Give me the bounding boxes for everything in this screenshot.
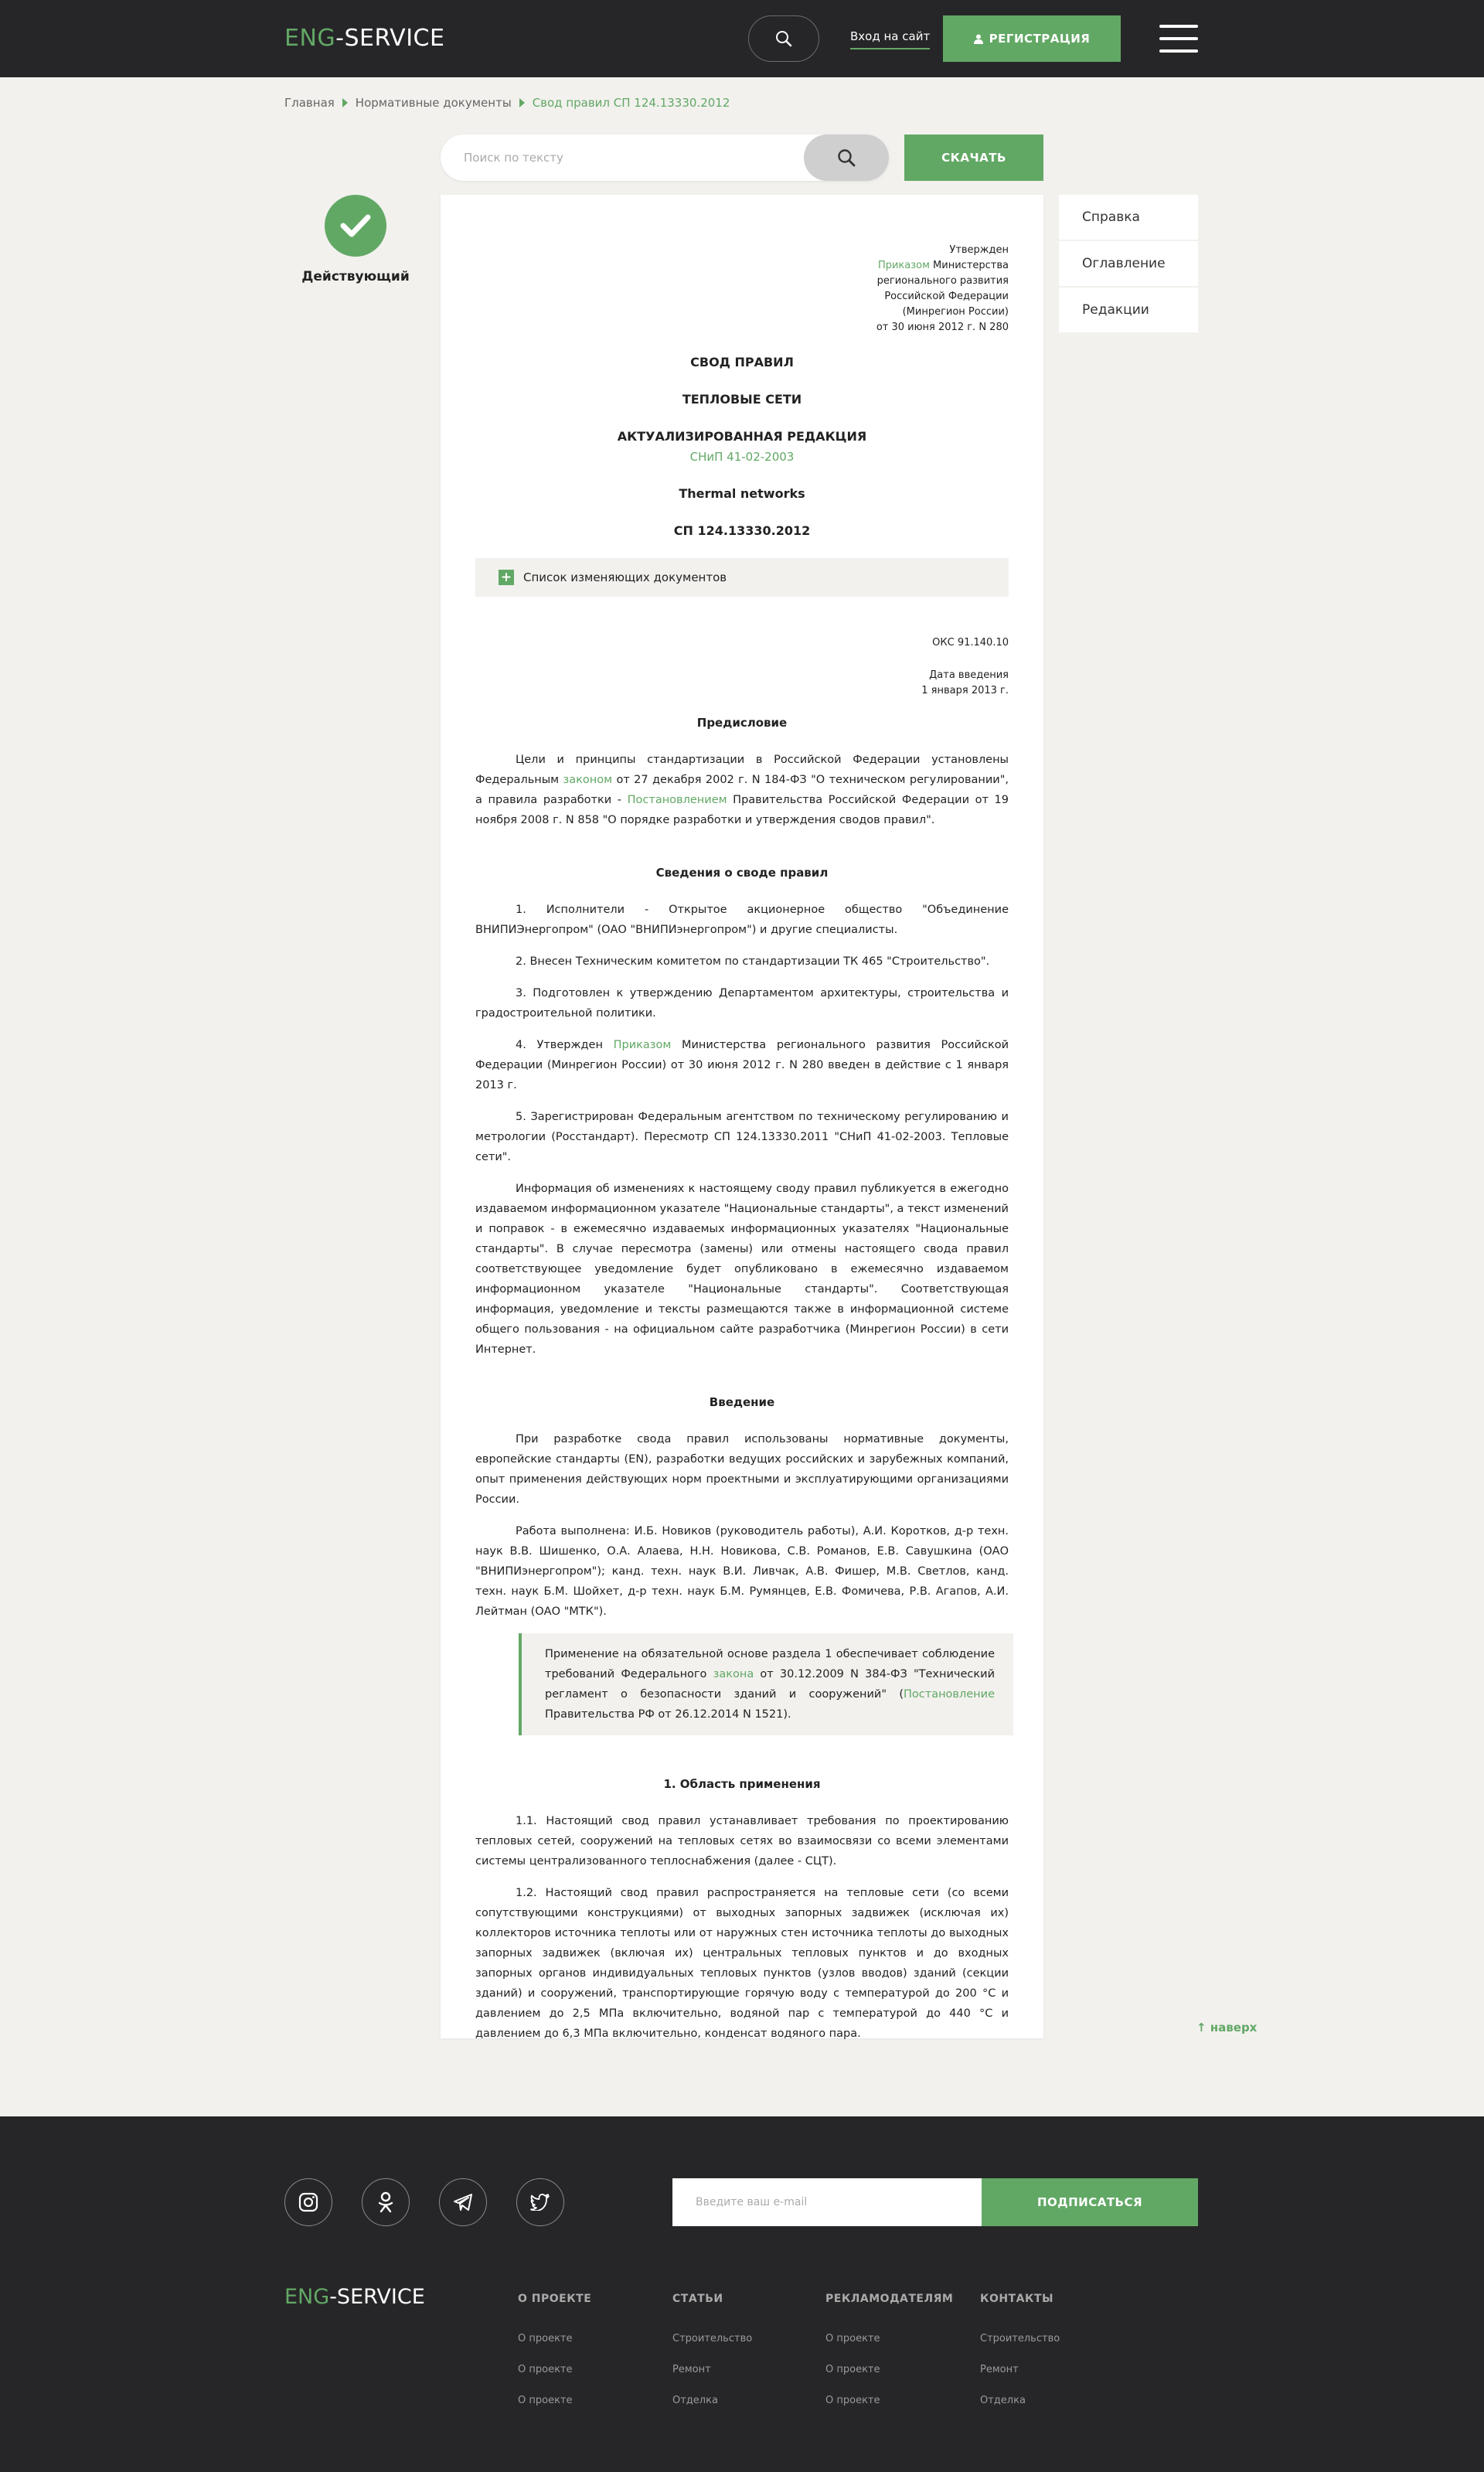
footer-link[interactable]: О проекте — [825, 2333, 880, 2344]
header-search-button[interactable] — [748, 15, 819, 62]
info-paragraph: 3. Подготовлен к утверждению Департаментом архитектуры, строительства и градостроительной политики. — [475, 987, 1009, 1020]
changing-documents-toggle[interactable]: + Список изменяющих документов — [475, 558, 1009, 597]
footer-link[interactable]: Ремонт — [980, 2364, 1019, 2375]
breadcrumb-arrow-icon — [342, 98, 348, 107]
section-scope-title: 1. Область применения — [663, 1777, 821, 1791]
snip-link[interactable]: СНиП 41-02-2003 — [689, 450, 795, 464]
footer-link[interactable]: О проекте — [825, 2364, 880, 2375]
status-label: Действующий — [301, 269, 410, 284]
document-search — [441, 134, 889, 181]
oks-code: ОКС 91.140.10 — [932, 637, 1009, 649]
twitter-icon[interactable] — [516, 2178, 564, 2226]
resolution-link[interactable]: Постановление — [904, 1688, 995, 1701]
intro-date-label: Дата введения — [929, 669, 1009, 681]
footer-column-contacts: КОНТАКТЫ Строительство Ремонт Отделка — [980, 2293, 1127, 2426]
footer-link[interactable]: Строительство — [672, 2333, 753, 2344]
user-icon — [974, 34, 983, 44]
doc-code: СП 124.13330.2012 — [673, 523, 811, 538]
search-icon — [837, 148, 856, 167]
telegram-icon[interactable] — [439, 2178, 487, 2226]
intro-paragraph: При разработке свода правил использованы нормативные документы, европейские стандарты (EN), разработки ведущих российских и зарубежных компаний, опыт применения действующих норм проектными и эксплуатирующими организациями России. — [475, 1433, 1009, 1506]
document-body — [441, 195, 1043, 2038]
document-search-button[interactable] — [804, 134, 889, 181]
info-paragraph: Информация об изменениях к настоящему своду правил публикуется в ежегодно издаваемом информационном указателе "Национальные стандарты", а текст изменений и поправок - в ежемесячно издаваемых информационных указателях "Национальные стандарты". В случае пересмотра (замены) или отмены настоящего свода правил соответствующее уведомление будет опубликовано в ежемесячно издаваемом информационном указателе "Национальные стандарты". Соответствующая информация, уведомление и тексты размещаются также в информационной системе общего пользования - на официальном сайте разработчика (Минрегион России) в сети Интернет. — [475, 1183, 1009, 1356]
check-icon — [340, 213, 371, 238]
login-link[interactable]: Вход на сайт — [850, 29, 930, 49]
order-link[interactable]: Приказом — [613, 1039, 672, 1051]
breadcrumb-arrow-icon — [519, 98, 525, 107]
info-paragraph: 5. Зарегистрирован Федеральным агентством по техническому регулированию и метрологии (Росстандарт). Пересмотр СП 124.13330.2011 "СНиП 41-02-2003. Тепловые сети". — [475, 1111, 1009, 1163]
law-link[interactable]: закона — [713, 1668, 754, 1680]
breadcrumb — [284, 96, 730, 110]
side-nav-reference[interactable]: Справка — [1059, 195, 1198, 240]
doc-title-code-of-rules: СВОД ПРАВИЛ — [690, 355, 794, 369]
doc-title-heat-networks: ТЕПЛОВЫЕ СЕТИ — [682, 392, 802, 407]
section-introduction-title: Введение — [709, 1395, 775, 1409]
info-paragraph: 1. Исполнители - Открытое акционерное общество "Объединение ВНИПИЭнергопром" (ОАО "ВНИПИэнергопром") и другие специалисты. — [475, 904, 1009, 936]
footer-link[interactable]: Ремонт — [672, 2364, 711, 2375]
footer-column-articles: СТАТЬИ Строительство Ремонт Отделка — [672, 2293, 819, 2426]
site-footer — [0, 2116, 1484, 2472]
site-logo[interactable]: ENG-SERVICE — [284, 25, 445, 52]
document-side-nav — [1059, 195, 1198, 334]
intro-date: 1 января 2013 г. — [921, 685, 1009, 696]
side-nav-contents[interactable]: Оглавление — [1059, 241, 1198, 286]
footer-link[interactable]: О проекте — [518, 2395, 573, 2406]
section-info-title: Сведения о своде правил — [655, 866, 829, 880]
download-button[interactable]: СКАЧАТЬ — [904, 134, 1043, 181]
approval-block: Утвержден Приказом Министерства регионального развития Российской Федерации (Минрегион России) от 30 июня 2012 г. N 280 — [876, 244, 1009, 333]
side-nav-editions[interactable]: Редакции — [1059, 288, 1198, 332]
info-paragraph: 4. Утвержден Приказом Министерства регионального развития Российской Федерации (Минрегион России) от 30 июня 2012 г. N 280 введен в действие с 1 января 2013 г. — [475, 1039, 1009, 1091]
plus-icon: + — [499, 570, 514, 585]
instagram-icon[interactable] — [284, 2178, 332, 2226]
law-link[interactable]: законом — [563, 774, 613, 786]
breadcrumb-normative-docs[interactable]: Нормативные документы — [355, 96, 512, 110]
footer-link[interactable]: Отделка — [980, 2395, 1026, 2406]
doc-title-updated-edition: АКТУАЛИЗИРОВАННАЯ РЕДАКЦИЯ — [617, 429, 867, 444]
footer-link[interactable]: Строительство — [980, 2333, 1060, 2344]
footer-column-advertisers: РЕКЛАМОДАТЕЛЯМ О проекте О проекте О проекте — [825, 2293, 972, 2426]
footer-link[interactable]: О проекте — [518, 2333, 573, 2344]
menu-icon[interactable] — [1159, 25, 1198, 53]
site-header — [0, 0, 1484, 77]
document-search-input[interactable] — [441, 134, 804, 181]
doc-title-english: Thermal networks — [679, 486, 805, 501]
mandatory-note: Применение на обязательной основе раздела 1 обеспечивает соблюдение требований Федерального закона от 30.12.2009 N 384-ФЗ "Технический регламент о безопасности зданий и сооружений" (Постановление Правительства РФ от 26.12.2014 N 1521). — [519, 1633, 1013, 1735]
footer-link[interactable]: О проекте — [518, 2364, 573, 2375]
newsletter-form — [672, 2178, 982, 2226]
footer-link[interactable]: Отделка — [672, 2395, 718, 2406]
email-input[interactable] — [672, 2178, 982, 2226]
register-button[interactable]: РЕГИСТРАЦИЯ — [943, 15, 1121, 62]
footer-link[interactable]: О проекте — [825, 2395, 880, 2406]
scope-paragraph: 1.2. Настоящий свод правил распространяется на тепловые сети (со всеми сопутствующими конструкциями) от выходных запорных задвижек (исключая их) коллекторов источника теплоты или от наружных стен источника теплоты до выходных запорных задвижек (включая их) центральных тепловых пунктов и до входных запорных органов индивидуальных тепловых пунктов (узлов вводов) зданий (секции зданий) и сооружений, транспортирующие горячую воду с температурой до 200 °С и давлением до 2,5 МПа включительно, водяной пар с температурой до 440 °С и давлением до 6,3 МПа включительно, конденсат водяного пара. — [475, 1887, 1009, 2040]
subscribe-button[interactable]: ПОДПИСАТЬСЯ — [982, 2178, 1198, 2226]
breadcrumb-current: Свод правил СП 124.13330.2012 — [532, 96, 730, 110]
footer-logo[interactable]: ENG-SERVICE — [284, 2285, 425, 2309]
footer-column-about: О ПРОЕКТЕ О проекте О проекте О проекте — [518, 2293, 665, 2426]
info-paragraph: 2. Внесен Техническим комитетом по стандартизации ТК 465 "Строительство". — [516, 955, 990, 968]
intro-paragraph: Работа выполнена: И.Б. Новиков (руководитель работы), А.И. Коротков, д-р техн. наук В.В. Шишенко, О.А. Алаева, Н.Н. Новикова, С.В. Романов, Е.В. Савушкина (ОАО "ВНИПИэнергопром"); канд. техн. наук В.И. Ливчак, А.В. Фишер, М.В. Светлов, канд. техн. наук Б.М. Шойхет, д-р техн. наук Б.М. Румянцев, Е.В. Фомичева, Р.В. Агапов, А.И. Лейтман (ОАО "МТК"). — [475, 1525, 1009, 1618]
preface-paragraph: Цели и принципы стандартизации в Российской Федерации установлены Федеральным законом от 27 декабря 2002 г. N 184-ФЗ "О техническом регулировании", а правила разработки - Постановлением Правительства Российской Федерации от 19 ноября 2008 г. N 858 "О порядке разработки и утверждения сводов правил". — [475, 754, 1009, 826]
section-preface-title: Предисловие — [696, 716, 788, 730]
order-link[interactable]: Приказом — [877, 260, 930, 271]
search-icon — [775, 30, 792, 47]
resolution-link[interactable]: Постановлением — [627, 794, 727, 806]
odnoklassniki-icon[interactable] — [362, 2178, 410, 2226]
scope-paragraph: 1.1. Настоящий свод правил устанавливает требования по проектированию тепловых сетей, сооружений на тепловых сетях во взаимосвязи со всеми элементами системы централизованного теплоснабжения (далее - СЦТ). — [475, 1815, 1009, 1868]
back-to-top-link[interactable]: ↑ наверх — [1196, 2021, 1258, 2034]
status-active-badge — [325, 195, 386, 257]
breadcrumb-home[interactable]: Главная — [284, 96, 335, 110]
